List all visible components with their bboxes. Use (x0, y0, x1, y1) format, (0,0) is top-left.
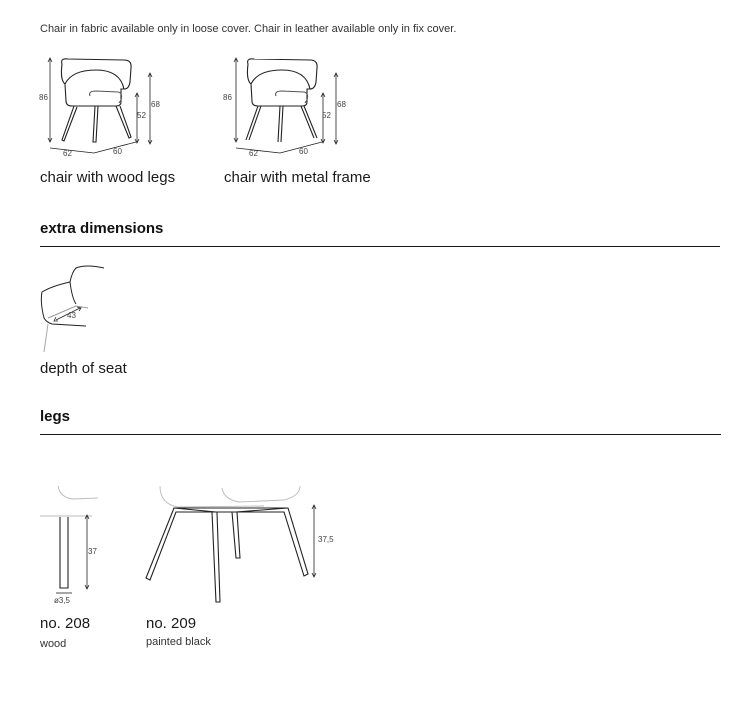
leg-208-drawing (40, 484, 104, 608)
chair1-seat-height-label: 52 (137, 111, 146, 120)
chair-metal-frame-drawing (222, 56, 352, 162)
legs-heading: legs (40, 408, 71, 425)
chair-wood-legs-caption: chair with wood legs (40, 169, 176, 186)
chair2-height-label: 86 (223, 93, 232, 102)
leg-208-finish: wood (40, 638, 67, 650)
chair1-width-label: 60 (113, 147, 122, 156)
leg-208-height-label: 37 (88, 547, 97, 556)
leg-209-height-label: 37,5 (318, 535, 334, 544)
extra-dimensions-heading: extra dimensions (40, 220, 164, 237)
leg-209-finish: painted black (146, 636, 211, 648)
chair1-depth-label: 62 (63, 149, 72, 158)
chair1-height-label: 86 (39, 93, 48, 102)
chair-wood-legs-drawing (36, 56, 166, 162)
chair2-arm-height-label: 68 (337, 100, 346, 109)
chair2-seat-height-label: 52 (322, 111, 331, 120)
seat-depth-drawing (36, 262, 116, 354)
intro-note: Chair in fabric available only in loose cover. Chair in leather available only in fix cover. (40, 23, 457, 35)
legs-divider (40, 434, 721, 435)
seat-depth-label: 43 (67, 311, 76, 320)
chair-metal-frame-caption: chair with metal frame (224, 169, 371, 186)
leg-208-diameter-label: ø3,5 (54, 596, 71, 605)
leg-208-number: no. 208 (40, 615, 91, 632)
chair2-width-label: 60 (299, 147, 308, 156)
extra-dimensions-divider (40, 246, 720, 247)
chair2-depth-label: 62 (249, 149, 258, 158)
leg-209-number: no. 209 (146, 615, 197, 632)
chair1-arm-height-label: 68 (151, 100, 160, 109)
leg-209-drawing (144, 482, 334, 608)
seat-depth-caption: depth of seat (40, 360, 127, 377)
